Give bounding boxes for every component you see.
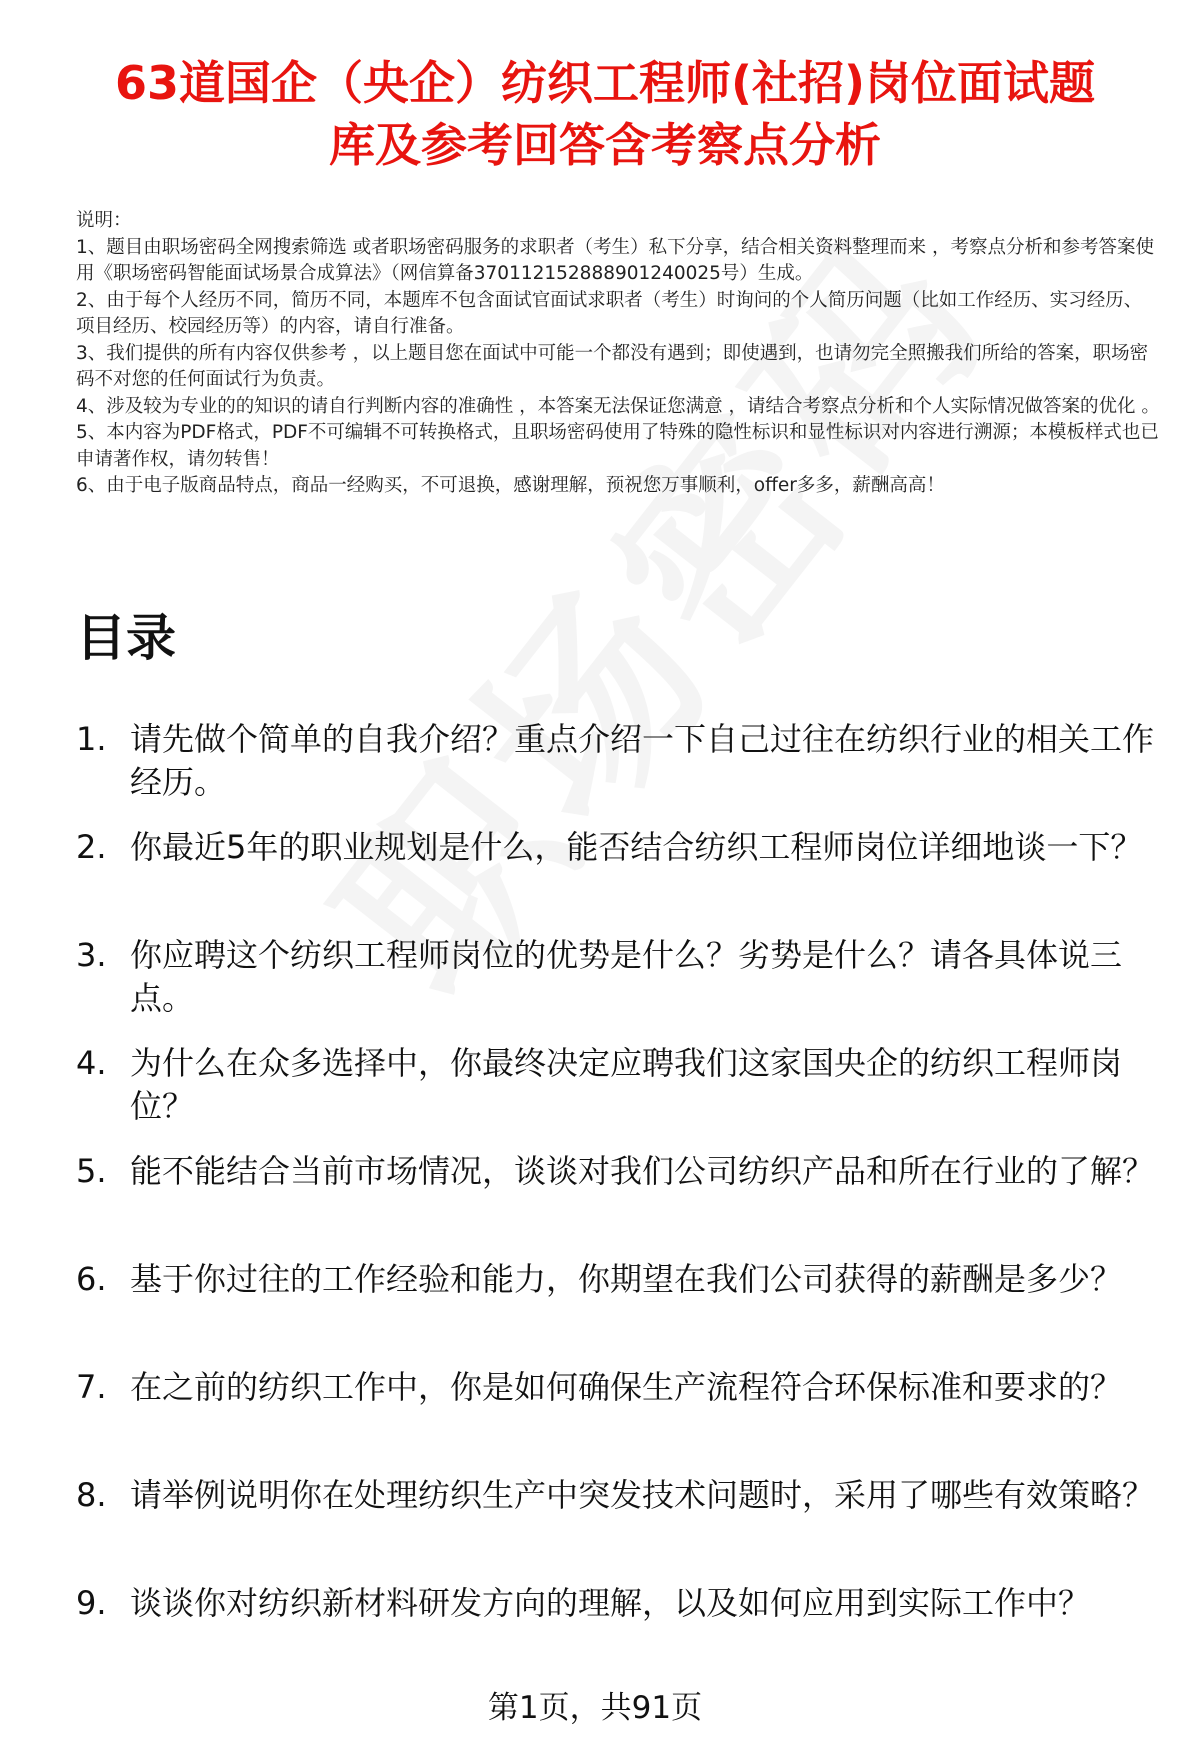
note-item: 6、由于电子版商品特点，商品一经购买，不可退换，感谢理解，预祝您万事顺利，offer多多，薪酬高高！: [76, 475, 945, 496]
toc-item-text: 你最近5年的职业规划是什么，能否结合纺织工程师岗位详细地谈一下？: [130, 828, 1143, 866]
note-item: 5、本内容为PDF格式，PDF不可编辑不可转换格式，且职场密码使用了特殊的隐性标识和显性标识对内容进行溯源；本模板样式也已申请著作权，请勿转售！: [76, 422, 1159, 470]
toc-item[interactable]: [76, 1258, 1170, 1366]
note-item: 1、题目由职场密码全网搜索筛选 或者职场密码服务的求职者（考生）私下分享，结合相关资料整理而来 ，考察点分析和参考答案使用《职场密码智能面试场景合成算法》（网信算备370112152888901240025号）生成。: [76, 236, 1155, 284]
toc-item-number: 6.: [76, 1260, 107, 1298]
toc-item-text: 请举例说明你在处理纺织生产中突发技术问题时，采用了哪些有效策略？: [130, 1476, 1155, 1514]
notes-section: [76, 208, 1160, 500]
toc-item-number: 7.: [76, 1368, 107, 1406]
title-line-1: 63道国企（央企）纺织工程师(社招)岗位面试题: [114, 56, 1096, 110]
toc-item-number: 9.: [76, 1584, 107, 1622]
toc-item-number: 4.: [76, 1044, 107, 1082]
page-indicator: 第1页，共91页: [487, 1690, 703, 1726]
toc-item-number: 1.: [76, 720, 107, 758]
toc-item-text: 能不能结合当前市场情况，谈谈对我们公司纺织产品和所在行业的了解？: [130, 1152, 1155, 1190]
notes-heading: 说明：: [76, 210, 132, 231]
toc-item[interactable]: [76, 718, 1170, 826]
toc-item[interactable]: [76, 826, 1170, 934]
toc-item-text: 谈谈你对纺织新材料研发方向的理解，以及如何应用到实际工作中？: [130, 1584, 1091, 1622]
toc-item-text: 为什么在众多选择中，你最终决定应聘我们这家国央企的纺织工程师岗位？: [130, 1044, 1123, 1125]
title-line-2: 库及参考回答含考察点分析: [329, 118, 881, 172]
toc-heading: 目录: [76, 609, 176, 667]
toc-item-number: 8.: [76, 1476, 107, 1514]
toc-item[interactable]: [76, 934, 1170, 1042]
toc-item-number: 5.: [76, 1152, 107, 1190]
toc-item[interactable]: [76, 1042, 1170, 1150]
note-item: 3、我们提供的所有内容仅供参考 ，以上题目您在面试中可能一个都没有遇到；即使遇到，也请勿完全照搬我们所给的答案，职场密码不对您的任何面试行为负责。: [76, 342, 1149, 390]
note-item: 4、涉及较为专业的的知识的请自行判断内容的准确性 ，本答案无法保证您满意 ，请结合考察点分析和个人实际情况做答案的优化 。: [76, 395, 1160, 417]
toc-item[interactable]: [76, 1474, 1170, 1582]
toc-item-text: 在之前的纺织工作中，你是如何确保生产流程符合环保标准和要求的？: [130, 1368, 1123, 1406]
toc-item-number: 2.: [76, 828, 107, 866]
note-item: 2、由于每个人经历不同，简历不同，本题库不包含面试官面试求职者（考生）时询问的个人简历问题（比如工作经历、实习经历、项目经历、校园经历等）的内容，请自行准备。: [76, 289, 1143, 337]
toc-item[interactable]: [76, 1366, 1170, 1474]
toc-item-text: 你应聘这个纺织工程师岗位的优势是什么？劣势是什么？请各具体说三点。: [130, 936, 1123, 1017]
toc-item[interactable]: [76, 1150, 1170, 1258]
toc-item[interactable]: [76, 1582, 1170, 1690]
toc-item-text: 基于你过往的工作经验和能力，你期望在我们公司获得的薪酬是多少？: [130, 1260, 1123, 1298]
toc-item-text: 请先做个简单的自我介绍？重点介绍一下自己过往在纺织行业的相关工作经历。: [130, 720, 1155, 801]
document-title: [40, 52, 1170, 176]
toc-list: [76, 718, 1170, 1690]
toc-item-number: 3.: [76, 936, 107, 974]
